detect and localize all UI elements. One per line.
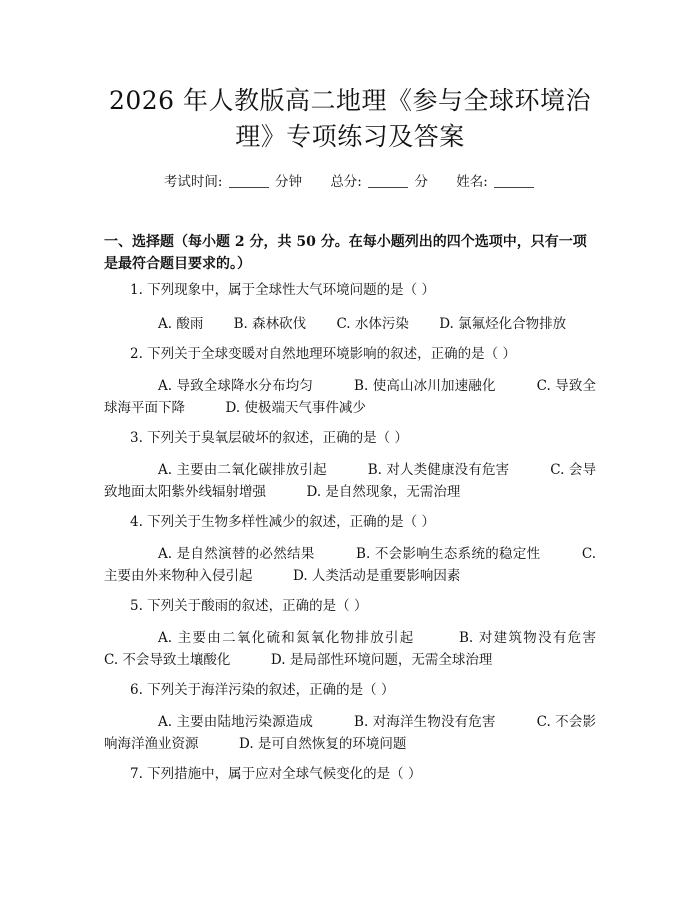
section-title: 一、选择题（每小题 2 分，共 50 分。在每小题列出的四个选项中，只有一项是最符合题目要求的。） bbox=[104, 234, 587, 272]
question-5-options: A. 主要由二氧化硫和氮氧化物排放引起 B. 对建筑物没有危害 C. 不会导致土壤酸化 D. 是局部性环境问题，无需全球治理 bbox=[104, 630, 637, 668]
question-3-options: A. 主要由二氧化碳排放引起 B. 对人类健康没有危害 C. 会导致地面太阳紫外线辐射增强 D. 是自然现象，无需治理 bbox=[104, 462, 596, 500]
question-1-option-d: D. 氯氟烃化合物排放 bbox=[439, 316, 567, 332]
question-1-stem: 1. 下列现象中，属于全球性大气环境问题的是（ ） bbox=[130, 282, 435, 298]
total-score-label: 总分: bbox=[330, 174, 362, 190]
student-name-blank[interactable] bbox=[494, 173, 534, 188]
exam-time-blank[interactable] bbox=[229, 173, 269, 188]
question-6-stem: 6. 下列关于海洋污染的叙述，正确的是（ ） bbox=[130, 682, 395, 698]
question-1-option-c: C. 水体污染 bbox=[336, 316, 409, 332]
question-1-options bbox=[104, 313, 650, 335]
question-1-option-a: A. 酸雨 bbox=[158, 316, 204, 332]
question-6-options: A. 主要由陆地污染源造成 B. 对海洋生物没有危害 C. 不会影响海洋渔业资源 D. 是可自然恢复的环境问题 bbox=[104, 714, 596, 752]
student-name-label: 姓名: bbox=[456, 174, 488, 190]
total-score-blank[interactable] bbox=[368, 173, 408, 188]
question-4-stem: 4. 下列关于生物多样性减少的叙述，正确的是（ ） bbox=[130, 514, 435, 530]
question-1-option-b: B. 森林砍伐 bbox=[233, 316, 307, 332]
question-2-options: A. 导致全球降水分布均匀 B. 使高山冰川加速融化 C. 导致全球海平面下降 D. 使极端天气事件减少 bbox=[104, 378, 596, 416]
exam-time-label: 考试时间: bbox=[163, 174, 223, 190]
document-title-line-1: 2026 年人教版高二地理《参与全球环境治 bbox=[108, 86, 592, 115]
total-score-unit: 分 bbox=[414, 174, 428, 190]
student-name-field bbox=[456, 170, 536, 190]
question-3-stem: 3. 下列关于臭氧层破坏的叙述，正确的是（ ） bbox=[130, 430, 408, 446]
question-2-stem: 2. 下列关于全球变暖对自然地理环境影响的叙述，正确的是（ ） bbox=[130, 346, 516, 362]
total-score-field bbox=[330, 170, 428, 190]
document-title-line-2: 理》专项练习及答案 bbox=[235, 122, 465, 151]
exam-time-field bbox=[164, 170, 302, 190]
exam-info-row bbox=[0, 170, 700, 190]
exam-time-unit: 分钟 bbox=[275, 174, 303, 190]
question-5-stem: 5. 下列关于酸雨的叙述，正确的是（ ） bbox=[130, 598, 368, 614]
question-7-stem: 7. 下列措施中，属于应对全球气候变化的是（ ） bbox=[130, 766, 422, 782]
question-4-options: A. 是自然演替的必然结果 B. 不会影响生态系统的稳定性 C. 主要由外来物种入侵引起 D. 人类活动是重要影响因素 bbox=[104, 546, 596, 584]
